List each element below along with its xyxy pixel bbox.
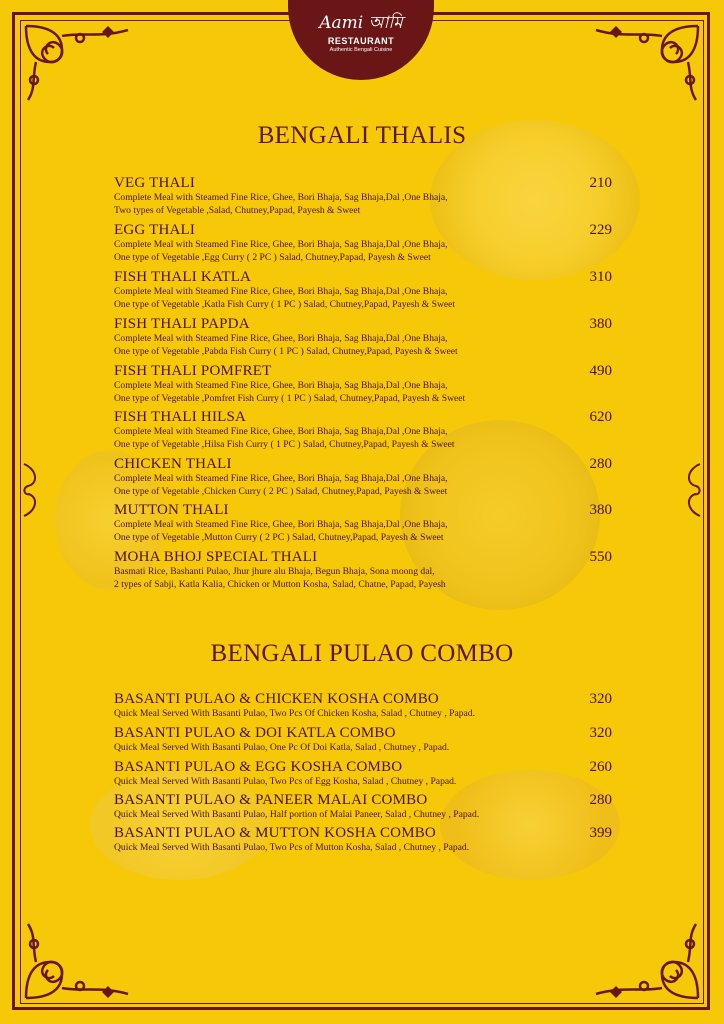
item-name: CHICKEN THALI — [114, 456, 232, 472]
item-description: Complete Meal with Steamed Fine Rice, Ghee, Bori Bhaja, Sag Bhaja,Dal ,One Bhaja, — [114, 473, 448, 484]
menu-item — [114, 792, 612, 821]
item-name: FISH THALI KATLA — [114, 269, 252, 285]
item-name: FISH THALI POMFRET — [114, 363, 272, 379]
item-description: Complete Meal with Steamed Fine Rice, Ghee, Bori Bhaja, Sag Bhaja,Dal ,One Bhaja, — [114, 519, 448, 530]
item-description: One type of Vegetable ,Mutton Curry ( 2 PC ) Salad, Chutney,Papad, Payesh & Sweet — [114, 532, 444, 543]
item-description: One type of Vegetable ,Katla Fish Curry ( 1 PC ) Salad, Chutney,Papad, Payesh & Sweet — [114, 299, 456, 310]
item-name: BASANTI PULAO & EGG KOSHA COMBO — [114, 759, 403, 775]
item-price: 620 — [589, 409, 612, 425]
item-price: 210 — [589, 175, 612, 191]
item-name: BASANTI PULAO & DOI KATLA COMBO — [114, 725, 396, 741]
item-price: 380 — [589, 502, 612, 518]
item-name: BASANTI PULAO & PANEER MALAI COMBO — [114, 792, 428, 808]
item-description: One type of Vegetable ,Chicken Curry ( 2 PC ) Salad, Chutney,Papad, Payesh & Sweet — [114, 486, 448, 497]
item-price: 229 — [589, 222, 612, 238]
item-name: FISH THALI HILSA — [114, 409, 247, 425]
item-price: 380 — [589, 316, 612, 332]
menu-item — [114, 691, 612, 720]
item-name: BASANTI PULAO & MUTTON KOSHA COMBO — [114, 825, 436, 841]
corner-ornament-icon — [592, 922, 702, 1002]
item-description: One type of Vegetable ,Pabda Fish Curry ( 1 PC ) Salad, Chutney,Papad, Payesh & Sweet — [114, 346, 458, 357]
item-price: 320 — [589, 691, 612, 707]
side-ornament-icon — [22, 460, 42, 520]
item-name: MUTTON THALI — [114, 502, 229, 518]
item-description: Complete Meal with Steamed Fine Rice, Ghee, Bori Bhaja, Sag Bhaja,Dal ,One Bhaja, — [114, 286, 448, 297]
menu-item — [114, 409, 612, 451]
item-description: Quick Meal Served With Basanti Pulao, Two Pcs of Egg Kosha, Salad , Chutney , Papad. — [114, 776, 457, 787]
menu-item — [114, 222, 612, 264]
item-description: Quick Meal Served With Basanti Pulao, Two Pcs Of Chicken Kosha, Salad , Chutney , Papad. — [114, 708, 475, 719]
menu-item — [114, 316, 612, 358]
item-name: VEG THALI — [114, 175, 196, 191]
menu-item — [114, 502, 612, 544]
item-description: Complete Meal with Steamed Fine Rice, Ghee, Bori Bhaja, Sag Bhaja,Dal ,One Bhaja, — [114, 333, 448, 344]
item-price: 320 — [589, 725, 612, 741]
menu-item — [114, 456, 612, 498]
item-description: One type of Vegetable ,Pomfret Fish Curry ( 1 PC ) Salad, Chutney,Papad, Payesh & Sweet — [114, 393, 466, 404]
menu-item — [114, 549, 612, 591]
item-description: Complete Meal with Steamed Fine Rice, Ghee, Bori Bhaja, Sag Bhaja,Dal ,One Bhaja, — [114, 239, 448, 250]
item-price: 550 — [589, 549, 612, 565]
item-description: Quick Meal Served With Basanti Pulao, One Pc Of Doi Katla, Salad , Chutney , Papad. — [114, 742, 450, 753]
item-description: Two types of Vegetable ,Salad, Chutney,Papad, Payesh & Sweet — [114, 205, 361, 216]
item-price: 310 — [589, 269, 612, 285]
menu-item — [114, 175, 612, 217]
item-description: Quick Meal Served With Basanti Pulao, Two Pcs of Mutton Kosha, Salad , Chutney , Papad. — [114, 842, 470, 853]
item-description: 2 types of Sabji, Katla Kalia, Chicken or Mutton Kosha, Salad, Chatne, Papad, Payesh — [114, 579, 446, 590]
menu-item — [114, 759, 612, 788]
item-name: EGG THALI — [114, 222, 196, 238]
corner-ornament-icon — [22, 22, 132, 102]
item-price: 260 — [589, 759, 612, 775]
corner-ornament-icon — [592, 22, 702, 102]
menu-item — [114, 363, 612, 405]
item-price: 280 — [589, 456, 612, 472]
item-price: 399 — [589, 825, 612, 841]
menu-item — [114, 269, 612, 311]
item-description: Complete Meal with Steamed Fine Rice, Ghee, Bori Bhaja, Sag Bhaja,Dal ,One Bhaja, — [114, 380, 448, 391]
menu-item — [114, 825, 612, 854]
section-title-pulao: BENGALI PULAO COMBO — [210, 640, 514, 667]
logo-name: RESTAURANT — [327, 36, 395, 46]
item-description: Complete Meal with Steamed Fine Rice, Ghee, Bori Bhaja, Sag Bhaja,Dal ,One Bhaja, — [114, 192, 448, 203]
item-name: BASANTI PULAO & CHICKEN KOSHA COMBO — [114, 691, 439, 707]
side-ornament-icon — [682, 460, 702, 520]
corner-ornament-icon — [22, 922, 132, 1002]
menu-item — [114, 725, 612, 754]
item-name: MOHA BHOJ SPECIAL THALI — [114, 549, 318, 565]
logo-script: Aami আমি — [319, 13, 403, 33]
item-description: Quick Meal Served With Basanti Pulao, Half portion of Malai Paneer, Salad , Chutney , Papad. — [114, 809, 480, 820]
item-description: Basmati Rice, Bashanti Pulao, Jhur jhure alu Bhaja, Begun Bhaja, Sona moong dal, — [114, 566, 435, 577]
logo-tagline: Authentic Bengali Cuisine — [329, 47, 393, 53]
section-title-thalis: BENGALI THALIS — [257, 122, 467, 149]
item-description: One type of Vegetable ,Hilsa Fish Curry ( 1 PC ) Salad, Chutney,Papad, Payesh & Sweet — [114, 439, 455, 450]
item-price: 280 — [589, 792, 612, 808]
item-name: FISH THALI PAPDA — [114, 316, 250, 332]
item-description: Complete Meal with Steamed Fine Rice, Ghee, Bori Bhaja, Sag Bhaja,Dal ,One Bhaja, — [114, 426, 448, 437]
item-price: 490 — [589, 363, 612, 379]
item-description: One type of Vegetable ,Egg Curry ( 2 PC ) Salad, Chutney,Papad, Payesh & Sweet — [114, 252, 431, 263]
